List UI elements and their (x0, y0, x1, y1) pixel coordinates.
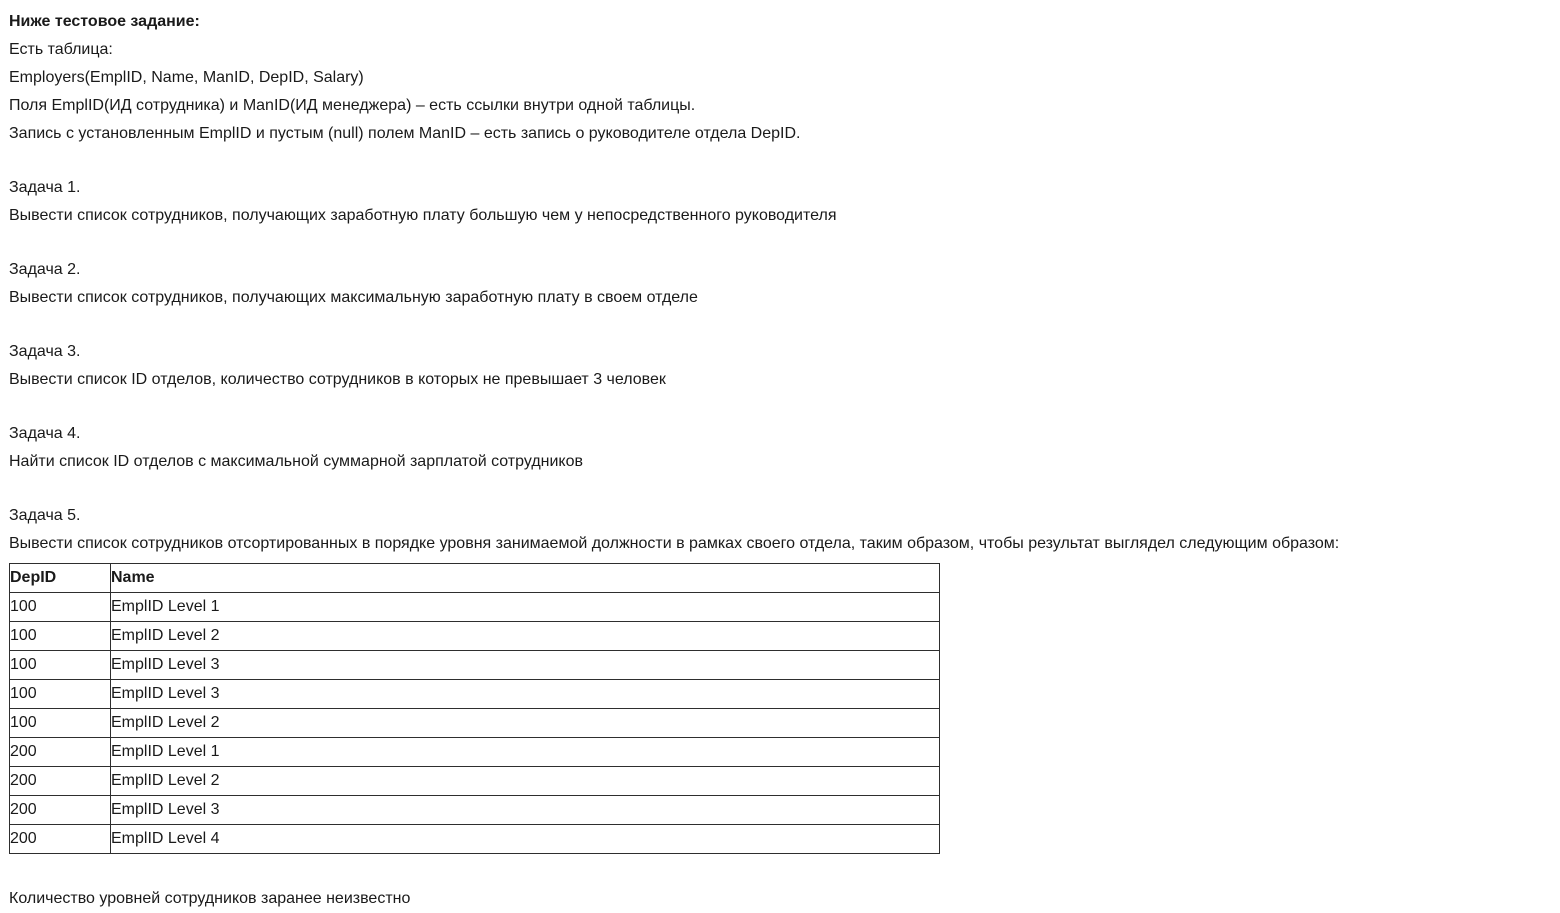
task-2-description: Вывести список сотрудников, получающих максимальную заработную плату в своем отделе (9, 289, 698, 306)
table-cell-depid: 100 (10, 680, 111, 709)
table-row (10, 767, 940, 796)
task-4-description: Найти список ID отделов с максимальной суммарной зарплатой сотрудников (9, 453, 583, 470)
table-row (10, 680, 940, 709)
footnote-text: Количество уровней сотрудников заранее неизвестно (9, 890, 411, 907)
task-5-description: Вывести список сотрудников отсортированных в порядке уровня занимаемой должности в рамках своего отдела, таким образом, чтобы результат выглядел следующим образом: (9, 535, 1340, 552)
column-header-depid: DepID (10, 564, 111, 593)
task-2-heading: Задача 2. (9, 261, 81, 278)
table-cell-name: EmplID Level 1 (111, 738, 940, 767)
table-cell-name: EmplID Level 3 (111, 651, 940, 680)
intro-line-1: Есть таблица: (9, 41, 113, 58)
table-cell-depid: 100 (10, 651, 111, 680)
table-cell-depid: 200 (10, 738, 111, 767)
task-5-heading: Задача 5. (9, 507, 81, 524)
table-cell-name: EmplID Level 3 (111, 680, 940, 709)
task-3-heading: Задача 3. (9, 343, 81, 360)
task-2-section (9, 256, 1560, 312)
table-cell-depid: 200 (10, 796, 111, 825)
intro-line-2: Employers(EmplID, Name, ManID, DepID, Salary) (9, 69, 364, 86)
task-4-section (9, 420, 1560, 476)
table-cell-depid: 100 (10, 622, 111, 651)
table-cell-name: EmplID Level 4 (111, 825, 940, 854)
document-title: Ниже тестовое задание: (9, 13, 200, 30)
table-cell-name: EmplID Level 2 (111, 709, 940, 738)
table-cell-name: EmplID Level 3 (111, 796, 940, 825)
table-cell-name: EmplID Level 2 (111, 767, 940, 796)
task-4-heading: Задача 4. (9, 425, 81, 442)
table-cell-name: EmplID Level 2 (111, 622, 940, 651)
intro-section (9, 8, 1560, 148)
table-cell-depid: 100 (10, 593, 111, 622)
table-row (10, 651, 940, 680)
task-5-section (9, 502, 1560, 558)
result-example-table (9, 563, 940, 854)
table-row (10, 738, 940, 767)
task-1-description: Вывести список сотрудников, получающих заработную плату большую чем у непосредственного руководителя (9, 207, 837, 224)
intro-line-3: Поля EmplID(ИД сотрудника) и ManID(ИД менеджера) – есть ссылки внутри одной таблицы. (9, 97, 696, 114)
table-row (10, 622, 940, 651)
intro-line-4: Запись с установленным EmplID и пустым (null) полем ManID – есть запись о руководителе отдела DepID. (9, 125, 801, 142)
task-3-section (9, 338, 1560, 394)
table-cell-depid: 200 (10, 767, 111, 796)
task-1-heading: Задача 1. (9, 179, 81, 196)
table-cell-depid: 100 (10, 709, 111, 738)
table-row (10, 796, 940, 825)
column-header-name: Name (111, 564, 940, 593)
table-row (10, 825, 940, 854)
task-1-section (9, 174, 1560, 230)
table-header-row (10, 564, 940, 593)
table-row (10, 593, 940, 622)
table-cell-name: EmplID Level 1 (111, 593, 940, 622)
table-row (10, 709, 940, 738)
task-3-description: Вывести список ID отделов, количество сотрудников в которых не превышает 3 человек (9, 371, 666, 388)
table-cell-depid: 200 (10, 825, 111, 854)
